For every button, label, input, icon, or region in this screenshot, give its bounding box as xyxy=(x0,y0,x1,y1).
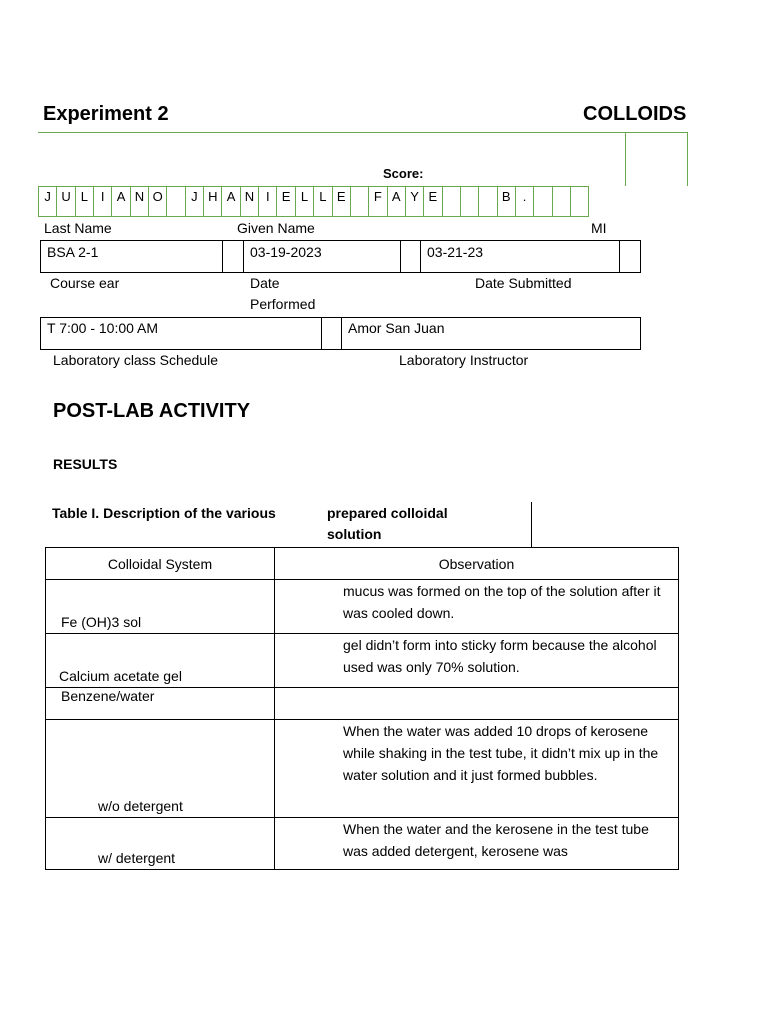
name-letter-box[interactable]: A xyxy=(111,186,130,217)
table-caption-cont: prepared colloidal xyxy=(327,505,448,521)
name-letter-box[interactable]: N xyxy=(240,186,259,217)
date-submitted-field[interactable]: 03-21-23 xyxy=(427,244,484,260)
header-observation: Observation xyxy=(275,548,679,580)
name-letter-box[interactable]: B xyxy=(497,186,516,217)
name-letter-box[interactable] xyxy=(166,186,185,217)
instructor-label: Laboratory Instructor xyxy=(399,352,529,368)
name-letter-box[interactable]: O xyxy=(148,186,167,217)
course-date-box xyxy=(40,240,641,273)
row-system: Fe (OH)3 sol xyxy=(61,614,142,630)
name-letter-box[interactable] xyxy=(552,186,571,217)
date-performed-label-1: Date xyxy=(250,275,280,291)
table-row xyxy=(46,688,679,720)
score-box-right xyxy=(687,132,688,186)
name-letter-box[interactable]: . xyxy=(515,186,534,217)
course-field[interactable]: BSA 2-1 xyxy=(47,244,99,260)
name-letter-box[interactable] xyxy=(460,186,479,217)
name-letter-box[interactable]: L xyxy=(295,186,314,217)
header-colloidal-system: Colloidal System xyxy=(46,548,275,580)
row-observation[interactable]: mucus was formed on the top of the solution after it was cooled down. xyxy=(275,580,679,634)
header-rule xyxy=(38,132,688,133)
name-letter-box[interactable]: J xyxy=(185,186,204,217)
name-letter-box[interactable]: N xyxy=(130,186,149,217)
results-heading: RESULTS xyxy=(53,456,118,472)
row-observation[interactable] xyxy=(275,688,679,720)
row-observation[interactable]: When the water was added 10 drops of kerosene while shaking in the test tube, it didn’t mix up in the water solution and it just formed bubbles. xyxy=(275,720,679,818)
table-row xyxy=(46,634,679,688)
instructor-field[interactable]: Amor San Juan xyxy=(348,320,445,336)
name-letter-box[interactable] xyxy=(533,186,552,217)
last-name-label: Last Name xyxy=(44,220,112,236)
name-letter-box[interactable] xyxy=(442,186,461,217)
row-system: Calcium acetate gel xyxy=(59,668,182,684)
topic-title: COLLOIDS xyxy=(583,103,687,125)
row-observation[interactable]: When the water and the kerosene in the test tube was added detergent, kerosene was xyxy=(275,818,679,870)
name-letter-box[interactable] xyxy=(570,186,589,217)
row-observation[interactable]: gel didn’t form into sticky form because the alcohol used was only 70% solution. xyxy=(275,634,679,688)
score-box-left xyxy=(625,132,626,186)
name-letter-box[interactable]: E xyxy=(332,186,351,217)
row-system: w/ detergent xyxy=(98,850,176,866)
schedule-field[interactable]: T 7:00 - 10:00 AM xyxy=(47,320,159,336)
name-letter-box[interactable]: U xyxy=(56,186,75,217)
post-lab-title: POST-LAB ACTIVITY xyxy=(53,400,251,422)
mi-label: MI xyxy=(591,220,607,236)
name-letter-box[interactable]: I xyxy=(258,186,277,217)
table-caption: Table I. Description of the various xyxy=(52,505,276,521)
name-letter-box[interactable] xyxy=(350,186,369,217)
table-row xyxy=(46,720,679,818)
name-letter-box[interactable]: A xyxy=(387,186,406,217)
results-table xyxy=(45,547,679,870)
score-label: Score: xyxy=(383,166,424,181)
name-letter-box[interactable]: Y xyxy=(405,186,424,217)
name-letter-box[interactable]: I xyxy=(93,186,112,217)
table-caption-cont-2: solution xyxy=(327,526,382,542)
name-letter-box[interactable]: E xyxy=(276,186,295,217)
name-letter-box[interactable]: F xyxy=(368,186,387,217)
name-letter-box[interactable]: H xyxy=(203,186,222,217)
course-year-label: Course ear xyxy=(50,275,120,291)
table-row xyxy=(46,818,679,870)
name-letter-box[interactable]: J xyxy=(38,186,57,217)
name-letter-box[interactable]: L xyxy=(75,186,94,217)
name-letter-box[interactable]: A xyxy=(221,186,240,217)
name-letter-box[interactable]: E xyxy=(423,186,442,217)
schedule-label: Laboratory class Schedule xyxy=(53,352,218,368)
experiment-title: Experiment 2 xyxy=(43,103,169,125)
name-letter-boxes xyxy=(38,186,589,217)
date-performed-field[interactable]: 03-19-2023 xyxy=(250,244,322,260)
table-header-row xyxy=(46,548,679,580)
row-system: w/o detergent xyxy=(98,798,183,814)
name-letter-box[interactable] xyxy=(478,186,497,217)
table-row xyxy=(46,580,679,634)
row-system: Benzene/water xyxy=(46,688,275,720)
given-name-label: Given Name xyxy=(237,220,315,236)
name-letter-box[interactable]: L xyxy=(313,186,332,217)
date-performed-label-2: Performed xyxy=(250,296,316,312)
date-submitted-label: Date Submitted xyxy=(475,275,572,291)
